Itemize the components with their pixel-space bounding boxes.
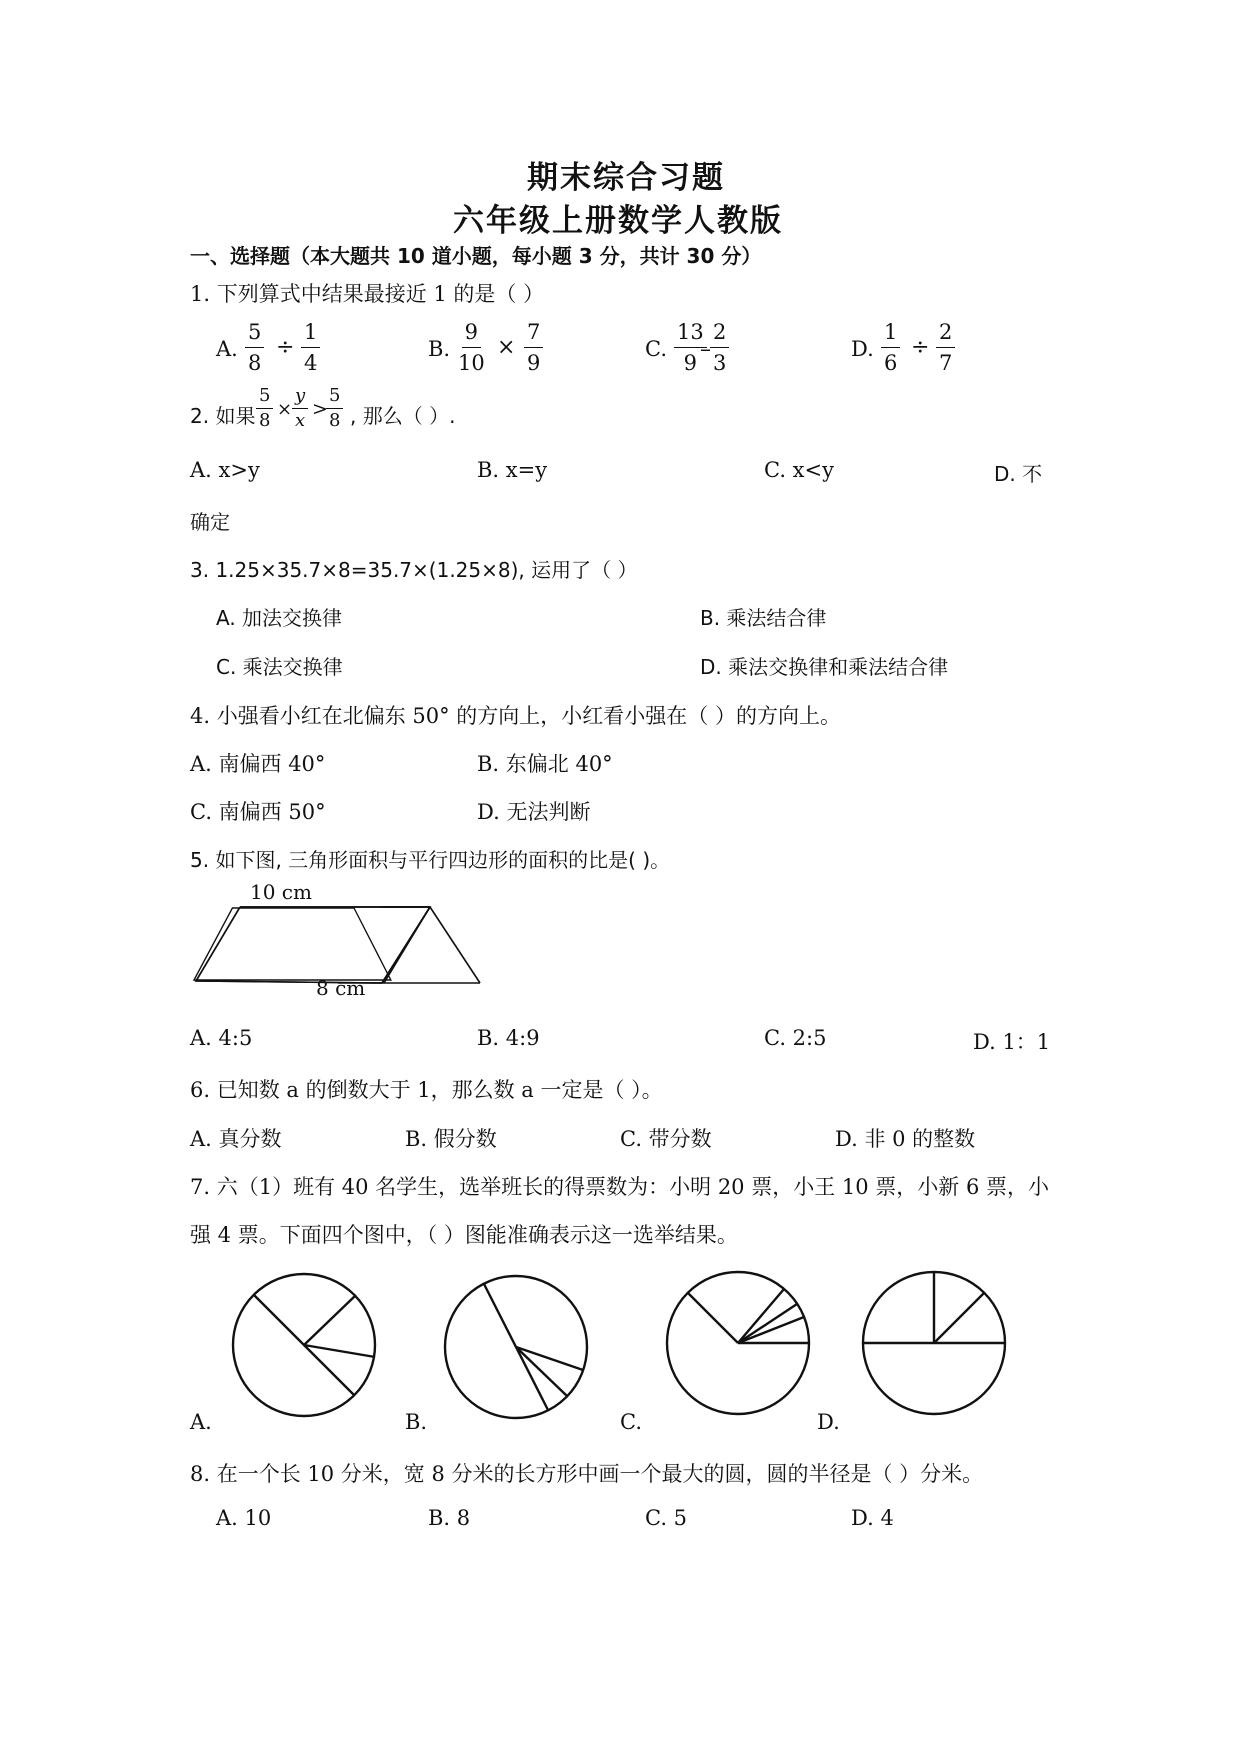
q7-pie-a xyxy=(229,1270,379,1420)
q8-option-d: D. 4 xyxy=(851,1506,894,1530)
q2-option-a: A. x>y xyxy=(190,458,260,482)
q4-option-a: A. 南偏西 40° xyxy=(190,752,326,776)
q5-stem: 5. 如下图, 三角形面积与平行四边形的面积的比是( )。 xyxy=(190,848,671,872)
q1-d-label: D. xyxy=(851,337,874,361)
q3-option-d: D. 乘法交换律和乘法结合律 xyxy=(700,655,949,679)
q7-pie-d xyxy=(859,1268,1009,1418)
q1-stem: 1. 下列算式中结果最接近 1 的是（ ） xyxy=(190,282,545,306)
q6-stem: 6. 已知数 a 的倒数大于 1，那么数 a 一定是（ ）。 xyxy=(190,1078,663,1102)
q2-times: × xyxy=(277,399,293,420)
q8-option-a: A. 10 xyxy=(216,1506,272,1530)
q1-c-frac2: $\frac{2}{3}$ xyxy=(710,322,729,374)
q4-option-d: D. 无法判断 xyxy=(477,800,591,824)
q2-prefix: 2. 如果 xyxy=(190,404,256,428)
q6-option-a: A. 真分数 xyxy=(190,1127,282,1151)
section-heading: 一、选择题（本大题共 10 道小题，每小题 3 分，共计 30 分） xyxy=(190,244,762,268)
q3-option-a: A. 加法交换律 xyxy=(216,606,343,630)
q2-suffix: , 那么（ ）. xyxy=(350,404,456,428)
q1-a-label: A. xyxy=(216,337,238,361)
q8-option-b: B. 8 xyxy=(428,1506,471,1530)
q1-b-frac2: $\frac{7}{9}$ xyxy=(524,322,543,374)
q2-frac2: $\frac{y}{x}$ xyxy=(292,387,308,430)
q5-bottom-label: 8 cm xyxy=(316,976,366,1000)
q8-stem: 8. 在一个长 10 分米，宽 8 分米的长方形中画一个最大的圆，圆的半径是（ ）分米。 xyxy=(190,1462,984,1486)
q7-option-b: B. xyxy=(405,1410,428,1434)
q2-option-d-continued: 确定 xyxy=(190,510,230,534)
q2-frac3: $\frac{5}{8}$ xyxy=(326,387,343,430)
page-title: 期末综合习题 xyxy=(527,160,725,196)
q3-option-c: C. 乘法交换律 xyxy=(216,655,343,679)
page-subtitle: 六年级上册数学人教版 xyxy=(453,203,783,239)
q7-option-c: C. xyxy=(620,1410,642,1434)
q1-a-frac1: $\frac{5}{8}$ xyxy=(245,322,264,374)
q7-stem-line1: 7. 六（1）班有 40 名学生，选举班长的得票数为：小明 20 票，小王 10 票，小新 6 票，小 xyxy=(190,1175,1049,1199)
q8-option-c: C. 5 xyxy=(645,1506,688,1530)
q7-pie-b xyxy=(441,1272,591,1422)
q2-option-c: C. x<y xyxy=(764,458,834,482)
q1-a-frac2: $\frac{1}{4}$ xyxy=(301,322,320,374)
q1-c-op: – xyxy=(700,337,711,362)
q3-option-b: B. 乘法结合律 xyxy=(700,606,827,630)
q4-stem: 4. 小强看小红在北偏东 50° 的方向上，小红看小强在（ ）的方向上。 xyxy=(190,704,841,728)
q2-frac1: $\frac{5}{8}$ xyxy=(256,387,273,430)
q1-b-label: B. xyxy=(428,337,451,361)
q1-c-label: C. xyxy=(645,337,667,361)
q1-d-op: ÷ xyxy=(911,335,930,360)
q1-c-frac1: $\frac{13}{9}$ xyxy=(674,322,707,374)
q1-b-frac1: $\frac{9}{10}$ xyxy=(458,320,485,375)
q5-option-b: B. 4:9 xyxy=(477,1026,540,1050)
q5-diagram xyxy=(190,895,590,1005)
q2-gt: > xyxy=(312,398,328,420)
q5-option-c: C. 2:5 xyxy=(764,1026,827,1050)
q2-option-b: B. x=y xyxy=(477,458,548,482)
q4-option-b: B. 东偏北 40° xyxy=(477,752,613,776)
q7-option-d: D. xyxy=(817,1410,840,1434)
q5-option-d: D. 1：1 xyxy=(973,1030,1051,1054)
q5-top-label: 10 cm xyxy=(250,880,312,904)
q6-option-c: C. 带分数 xyxy=(620,1127,712,1151)
q1-b-op: × xyxy=(497,335,516,360)
q6-option-d: D. 非 0 的整数 xyxy=(835,1127,976,1151)
q2-option-d: D. 不 xyxy=(994,462,1043,486)
q7-stem-line2: 强 4 票。下面四个图中，（ ）图能准确表示这一选举结果。 xyxy=(190,1223,738,1247)
q1-a-op: ÷ xyxy=(276,335,295,360)
q1-d-frac1: $\frac{1}{6}$ xyxy=(881,322,900,374)
q1-d-frac2: $\frac{2}{7}$ xyxy=(936,322,955,374)
q6-option-b: B. 假分数 xyxy=(405,1127,497,1151)
q7-pie-c xyxy=(663,1268,813,1418)
q5-option-a: A. 4:5 xyxy=(190,1026,253,1050)
q3-stem: 3. 1.25×35.7×8=35.7×(1.25×8), 运用了（ ） xyxy=(190,558,638,582)
q7-option-a: A. xyxy=(190,1410,212,1434)
q4-option-c: C. 南偏西 50° xyxy=(190,800,326,824)
